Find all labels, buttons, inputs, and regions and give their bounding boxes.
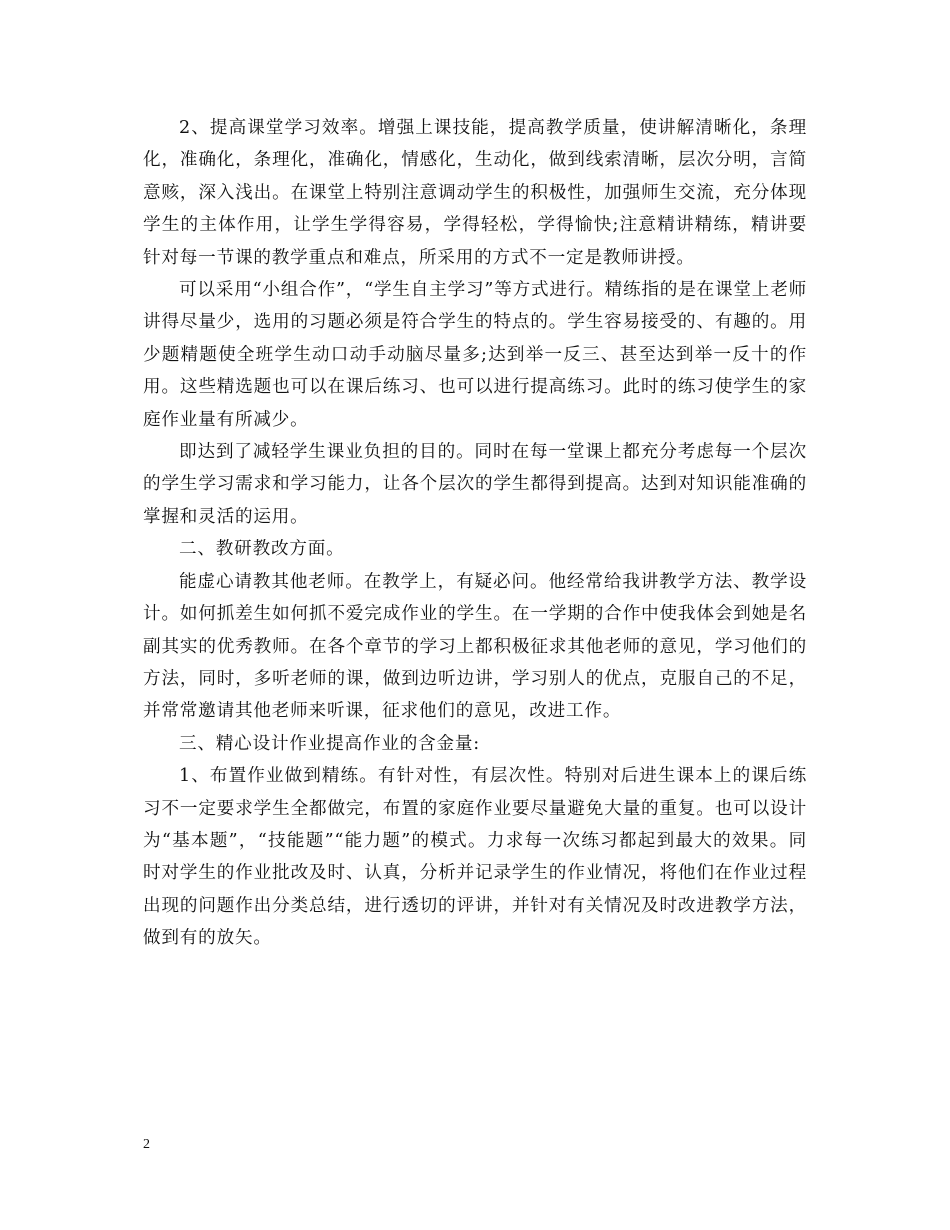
page-number: 2 xyxy=(143,1137,150,1152)
paragraph-homework-design: 1、布置作业做到精练。有针对性，有层次性。特别对后进生课本上的课后练习不一定要求学生全都做完，布置的家庭作业要尽量避免大量的重复。也可以设计为“基本题”，“技能题”“能力题”的模式。力求每一次练习都起到最大的效果。同时对学生的作业批改及时、认真，分析并记录学生的作业情况，将他们在作业过程出现的问题作出分类总结，进行透切的评讲，并针对有关情况及时改进教学方法，做到有的放矢。 xyxy=(143,766,807,949)
section-heading-research: 二、教研教改方面。 xyxy=(179,539,345,560)
paragraph-efficiency: 2、提高课堂学习效率。增强上课技能，提高教学质量，使讲解清晰化，条理化，准确化，条理化，准确化，情感化，生动化，做到线索清晰，层次分明，言简意赅，深入浅出。在课堂上特别注意调动学生的积极性，加强师生交流，充分体现学生的主体作用，让学生学得容易，学得轻松，学得愉快;注意精讲精练，精讲要针对每一节课的教学重点和难点，所采用的方式不一定是教师讲授。 xyxy=(143,118,807,268)
paragraph-burden-reduction: 即达到了减轻学生课业负担的目的。同时在每一堂课上都充分考虑每一个层次的学生学习需求和学习能力，让各个层次的学生都得到提高。达到对知识能准确的掌握和灵活的运用。 xyxy=(143,442,807,527)
paragraph-methods: 可以采用“小组合作”，“学生自主学习”等方式进行。精练指的是在课堂上老师讲得尽量少，选用的习题必须是符合学生的特点的。学生容易接受的、有趣的。用少题精题使全班学生动口动手动脑尽量多;达到举一反三、甚至达到举一反十的作用。这些精选题也可以在课后练习、也可以进行提高练习。此时的练习使学生的家庭作业量有所减少。 xyxy=(143,280,807,430)
document-body xyxy=(143,112,807,955)
section-heading-homework: 三、精心设计作业提高作业的含金量: xyxy=(179,733,481,754)
paragraph-learning-from-colleagues: 能虚心请教其他老师。在教学上，有疑必问。他经常给我讲教学方法、教学设计。如何抓差生如何抓不爱完成作业的学生。在一学期的合作中使我体会到她是名副其实的优秀教师。在各个章节的学习上都积极征求其他老师的意见，学习他们的方法，同时，多听老师的课，做到边听边讲，学习别人的优点，克服自己的不足，并常常邀请其他老师来听课，征求他们的意见，改进工作。 xyxy=(143,571,807,722)
